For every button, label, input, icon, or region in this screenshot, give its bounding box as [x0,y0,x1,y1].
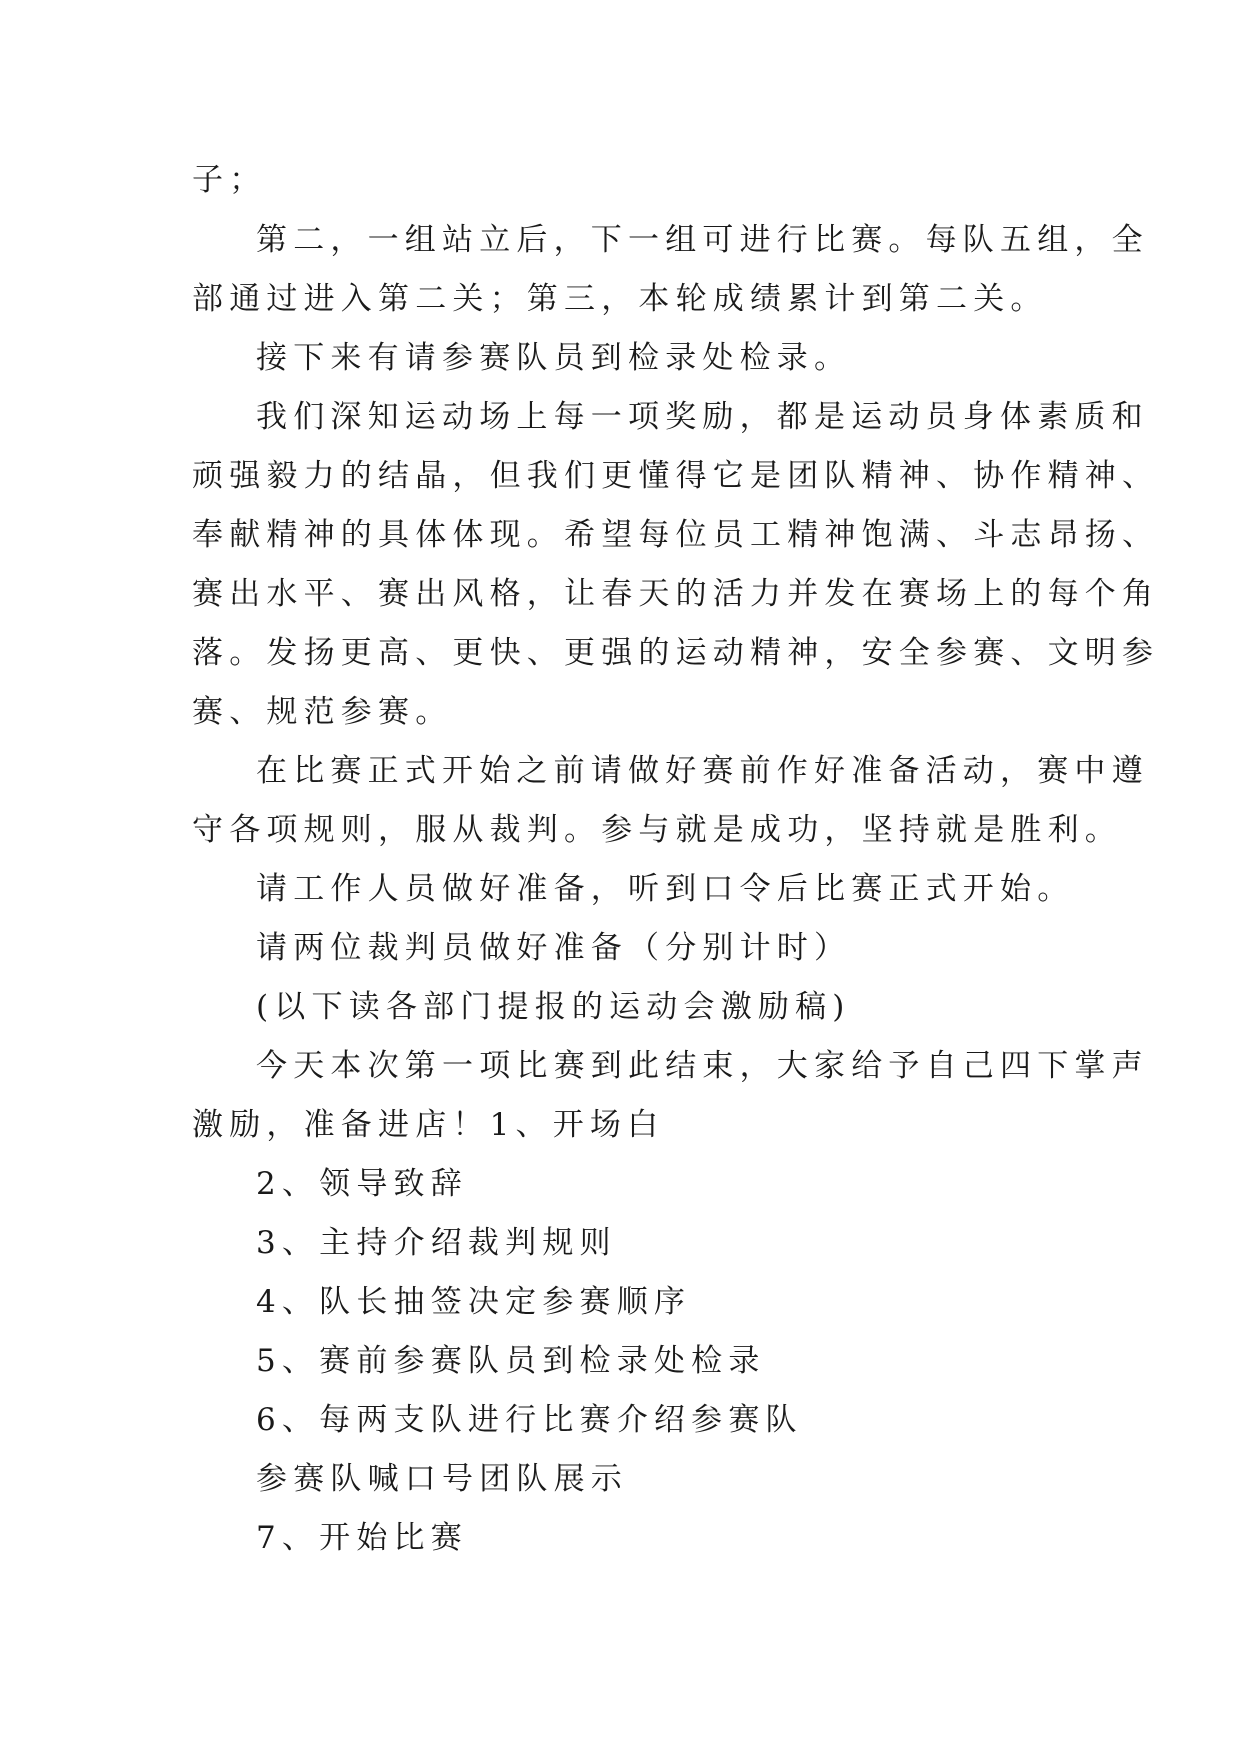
text-line: 2、领导致辞 [256,1166,468,1202]
text-line: 今天本次第一项比赛到此结束，大家给予自己四下掌声 [256,1048,1149,1084]
text-line: 请工作人员做好准备，听到口令后比赛正式开始。 [256,871,1075,907]
text-line: 激励，准备进店！1、开场白 [192,1107,665,1143]
text-line: 第二，一组站立后，下一组可进行比赛。每队五组，全 [256,222,1149,258]
text-line: 赛出水平、赛出风格，让春天的活力并发在赛场上的每个角 [192,576,1160,612]
text-line: 6、每两支队进行比赛介绍参赛队 [256,1402,803,1438]
text-line: 守各项规则，服从裁判。参与就是成功，坚持就是胜利。 [192,812,1122,848]
text-line: 7、开始比赛 [256,1520,468,1556]
text-line: 部通过进入第二关；第三，本轮成绩累计到第二关。 [192,281,1048,317]
text-line: 在比赛正式开始之前请做好赛前作好准备活动，赛中遵 [256,753,1149,789]
text-line: 顽强毅力的结晶，但我们更懂得它是团队精神、协作精神、 [192,458,1160,494]
text-line: 参赛队喊口号团队展示 [256,1461,628,1497]
text-line: 接下来有请参赛队员到检录处检录。 [256,340,852,376]
text-line: 请两位裁判员做好准备（分别计时） [256,930,852,966]
text-line: 子； [192,162,267,198]
text-line: 落。发扬更高、更快、更强的运动精神，安全参赛、文明参 [192,635,1160,671]
text-line: 我们深知运动场上每一项奖励，都是运动员身体素质和 [256,399,1149,435]
text-line: 4、队长抽签决定参赛顺序 [256,1284,692,1320]
text-line: 赛、规范参赛。 [192,694,453,730]
text-line: (以下读各部门提报的运动会激励稿) [256,989,851,1025]
text-line: 3、主持介绍裁判规则 [256,1225,617,1261]
text-line: 奉献精神的具体体现。希望每位员工精神饱满、斗志昂扬、 [192,517,1160,553]
text-line: 5、赛前参赛队员到检录处检录 [256,1343,766,1379]
